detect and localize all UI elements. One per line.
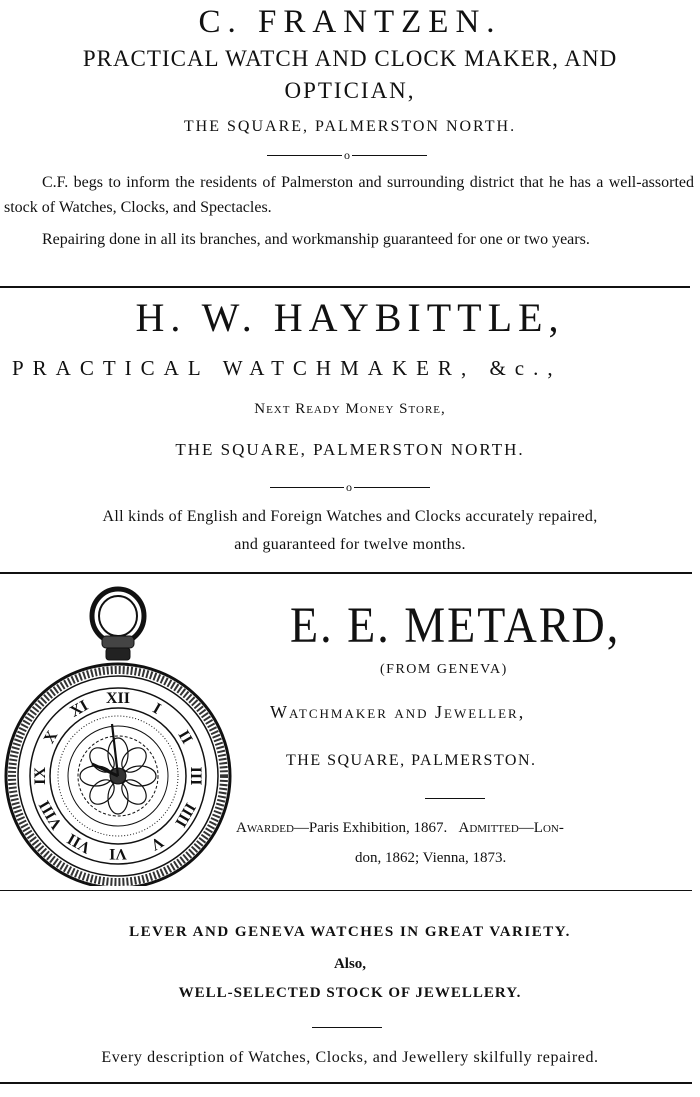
watch-numeral: VI — [109, 845, 127, 862]
ad3-line3: WELL-SELECTED STOCK OF JEWELLERY. — [178, 985, 522, 1001]
ad1-ornament-circle: o — [344, 148, 350, 162]
ad3-admitted-text: don, 1862; Vienna, 1873. — [355, 850, 507, 866]
ad3-name: E. E. METARD, — [290, 597, 621, 654]
watch-numeral: VIII — [36, 797, 66, 833]
ad3-inner-divider — [0, 890, 692, 891]
watch-numeral: XI — [67, 697, 92, 721]
ad1-trade-line1: PRACTICAL WATCH AND CLOCK MAKER, AND — [82, 46, 618, 71]
ad3-short-rule — [425, 798, 485, 799]
watch-numeral: VII — [64, 829, 94, 857]
ad3-line1: LEVER AND GENEVA WATCHES IN GREAT VARIETY. — [129, 924, 571, 940]
ad3-awards-line1 — [236, 820, 564, 837]
pocket-watch-illustration — [0, 586, 236, 886]
ad2-name: H. W. HAYBITTLE, — [135, 295, 565, 340]
ad2-divider — [0, 572, 692, 574]
ad3-address: THE SQUARE, PALMERSTON. — [286, 752, 537, 769]
ad1-name: C. FRANTZEN. — [198, 4, 502, 40]
watch-numeral: V — [147, 832, 167, 854]
watch-numeral: III — [187, 766, 204, 786]
ad2-ornament-circle: o — [346, 480, 352, 494]
ad1-paragraph1: C.F. begs to inform the residents of Palmerston and surrounding district that he has a well-assorted stock of Watches, Clocks, and Spectacles. — [4, 174, 694, 216]
ad2-location1: Next Ready Money Store, — [254, 401, 446, 417]
watch-numeral: IIII — [171, 799, 199, 830]
ad3-trade: Watchmaker and Jeweller, — [270, 702, 526, 722]
ad1-trade-line2: OPTICIAN, — [284, 78, 416, 103]
ad3-bottom-divider — [0, 1082, 692, 1084]
watch-numeral: XII — [105, 690, 131, 707]
watch-numeral: X — [40, 727, 62, 747]
ad2-location2: THE SQUARE, PALMERSTON NORTH. — [175, 440, 525, 459]
ad1-address: THE SQUARE, PALMERSTON NORTH. — [183, 118, 517, 135]
watch-numeral: IX — [32, 767, 49, 785]
ad3-line2: Also, — [333, 956, 367, 972]
ad2-trade: PRACTICAL WATCHMAKER, &c., — [12, 356, 562, 380]
watch-numeral: II — [174, 727, 196, 747]
ad1-divider — [0, 286, 690, 288]
ad1-paragraph2: Repairing done in all its branches, and workmanship guaranteed for one or two years. — [42, 231, 590, 248]
ad3-awarded-label: Awarded — [236, 820, 294, 836]
watch-numeral: I — [149, 700, 164, 718]
ad2-line2: and guaranteed for twelve months. — [234, 536, 466, 553]
ad3-admitted-label: Admitted—Lon- — [458, 820, 564, 836]
ad2-line1: All kinds of English and Foreign Watches and Clocks accurately repaired, — [102, 508, 598, 525]
ad3-line4: Every description of Watches, Clocks, and Jewellery skilfully repaired. — [101, 1049, 599, 1066]
ad3-awarded-text: —Paris Exhibition, 1867. — [293, 820, 448, 836]
ad3-origin: (FROM GENEVA) — [380, 662, 508, 677]
ad3-bottom-short-rule — [312, 1027, 382, 1028]
